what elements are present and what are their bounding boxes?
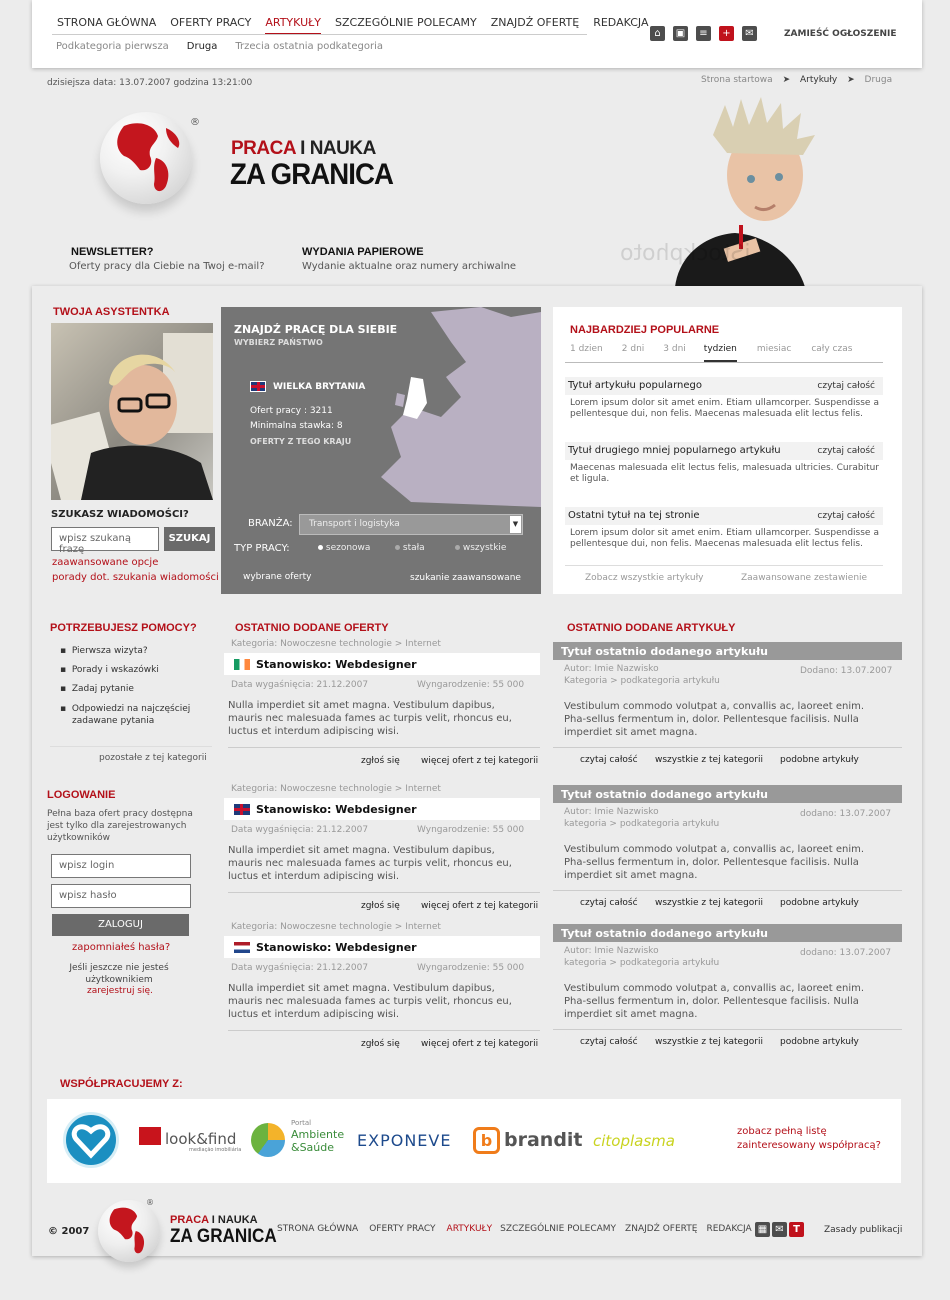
uk-flag-icon [250,381,266,392]
more-offers-link[interactable]: więcej ofert z tej kategorii [421,901,539,911]
radio-icon[interactable] [318,545,323,550]
breadcrumb [701,75,892,85]
mail-icon[interactable]: ✉ [772,1222,787,1237]
post-ad-link[interactable]: ZAMIEŚĆ OGŁOSZENIE [784,29,897,39]
offer-expiry: Data wygaśnięcia: 21.12.2007 [231,680,369,690]
article-divider [553,1029,902,1030]
advanced-options-link[interactable]: zaawansowane opcje [52,557,159,568]
type-all-label: wszystkie [462,543,507,553]
type-permanent-label: stała [402,543,425,553]
login-title: LOGOWANIE [47,789,116,801]
nav-offers[interactable]: OFERTY PRACY [170,16,252,29]
tab-week[interactable]: tydzien [704,344,737,362]
branch-value: Transport i logistyka [309,519,400,529]
footer-logo-line1 [170,1214,258,1226]
footer-nav-articles[interactable]: ARTYKUŁY [446,1224,493,1234]
offer-position[interactable]: Stanowisko: Webdesigner [256,803,417,816]
offers-title: OSTATNIO DODANE OFERTY [235,622,389,634]
finder-subtitle: WYBIERZ PAŃSTWO [234,338,323,347]
text-icon[interactable]: T [789,1222,804,1237]
paper-text: Wydanie aktualne oraz numery archiwalne [302,261,517,272]
ambiente-portal: Portal [291,1119,312,1127]
article-date: dodano: 13.07.2007 [800,809,892,819]
login-button[interactable]: ZALOGUJ [52,914,189,936]
mail-icon[interactable]: ✉ [742,26,757,41]
brandit-logo[interactable] [473,1127,583,1157]
tab-3-days[interactable]: 3 dni [663,344,686,354]
offer-divider [228,892,540,893]
read-more-link[interactable]: czytaj całość [580,1037,638,1047]
assistant-photo [51,323,213,500]
crumb-articles[interactable]: Artykuły [799,75,838,85]
house-icon [139,1127,161,1145]
offer-header [224,653,540,675]
partners-strip [47,1099,901,1183]
similar-articles-link[interactable]: podobne artykuły [780,755,859,765]
chevron-right-icon: ➤ [847,75,855,85]
logo-praca: PRACA [231,138,296,159]
offer-text: Nulla imperdiet sit amet magna. Vestibulum dapibus, mauris nec malesuada fames ac turpis velit, rhoncus eu, luctus et interdum adipiscing wisi. [228,845,512,882]
footer-logo-praca: PRACA [170,1214,209,1226]
top-nav-card [32,0,922,68]
popular-title: NAJBARDZIEJ POPULARNE [570,324,720,336]
read-more-link[interactable]: czytaj całość [817,381,875,391]
citoplasma-logo[interactable]: citoplasma [593,1132,675,1150]
heart-logo[interactable] [63,1112,119,1168]
read-more-link[interactable]: czytaj całość [817,446,875,456]
footer-icons [755,1222,812,1237]
main-nav [57,16,662,35]
subnav-second[interactable]: Druga [186,41,218,52]
more-offers-link[interactable]: więcej ofert z tej kategorii [421,756,539,766]
article-author: Autor: Imie Nazwisko [564,664,659,674]
watermark-text: iStockphoto [620,241,751,266]
login-text: Pełna baza ofert pracy dostępna jest tylko dla zarejestrowanych użytkowników [47,809,193,843]
brandit-b-icon: b [473,1127,500,1154]
globe-continents-icon [98,1200,160,1262]
help-item-label: Porady i wskazówki [71,665,159,675]
articles-title: OSTATNIO DODANE ARTYKUŁY [567,622,736,634]
type-label: TYP PRACY: [234,543,290,554]
footer-nav-offers[interactable]: OFERTY PRACY [369,1224,436,1234]
help-title: POTRZEBUJESZ POMOCY? [50,622,197,634]
lock-icon[interactable]: ▣ [673,26,688,41]
footer-logo-i-nauka: I NAUKA [211,1214,258,1226]
assistant-title: TWOJA ASYSTENTKA [53,306,170,318]
globe-continents-icon [100,112,192,204]
heart-icon [66,1115,116,1165]
offer-salary: Wyngarodzenie: 55 000 [417,680,525,690]
type-permanent[interactable] [395,543,425,553]
article-card [553,924,902,1054]
offer-card [224,637,540,772]
partners-list-link[interactable]: zobacz pełną listę [737,1126,827,1137]
lookfind-logo[interactable] [139,1127,242,1153]
ambiente-name: Ambiente [291,1128,345,1141]
similar-articles-link[interactable]: podobne artykuły [780,1037,859,1047]
offer-card [224,782,540,917]
nav-divider [52,34,587,35]
offer-divider [228,747,540,748]
offer-text: Nulla imperdiet sit amet magna. Vestibulum dapibus, mauris nec malesuada fames ac turpis velit, rhoncus eu, luctus et interdum adipiscing wisi. [228,983,512,1020]
offer-category: Kategoria: Nowoczesne technologie > Internet [231,922,441,932]
popular-item [565,507,883,550]
offer-salary: Wyngarodzenie: 55 000 [417,963,525,973]
article-divider [553,747,902,748]
brandit-name: brandit [504,1129,583,1151]
login-input[interactable]: wpisz login [51,854,191,878]
article-divider [553,890,902,891]
footer-logo-line2: ZA GRANICA [170,1226,277,1247]
popular-item-text: Lorem ipsum dolor sit amet enim. Etiam ullamcorper. Suspendisse a pellentesque dui, non felis. Maecenas malesuada elit lectus felis. [570,528,879,549]
ambiente-sub: &Saúde [291,1141,335,1154]
type-all[interactable] [455,543,506,553]
article-category: Kategoria > podkategoria artykułu [564,676,720,686]
footer-nav-editorial[interactable]: REDAKCJA [706,1224,752,1234]
crumb-current: Druga [864,75,893,85]
tab-all-time[interactable]: cały czas [811,344,853,354]
nav-recommended[interactable]: SZCZEGÓLNIE POLECAMY [335,16,477,29]
help-list [60,646,210,727]
logo-line2: ZA GRANICA [230,158,394,191]
article-author: Autor: Imie Nazwisko [564,807,659,817]
subnav-third[interactable]: Trzecia ostatnia podkategoria [235,41,383,52]
help-item[interactable]: ▪ Pierwsza wizyta? [60,646,148,656]
popular-tabs [570,344,852,354]
tabs-divider [565,362,883,363]
partnership-link[interactable]: zainteresowany współpracą? [737,1140,881,1151]
popular-item-title[interactable]: Tytuł artykułu popularnego [568,380,702,391]
article-card [553,642,902,772]
tab-2-days[interactable]: 2 dni [621,344,645,354]
calculator-icon[interactable]: ▦ [755,1222,770,1237]
popular-item [565,377,883,420]
article-text: Vestibulum commodo volutpat a, convallis ac, laoreet enim. Pha-sellus fermentum in, dolor. Pellentesque facilisis. Nulla imperdiet sit amet magna. [564,983,865,1020]
help-item-label: Pierwsza wizyta? [71,646,148,656]
similar-articles-link[interactable]: podobne artykuły [780,898,859,908]
sub-nav [56,41,383,52]
tab-1-day[interactable]: 1 dzien [570,344,603,354]
newsletter-title[interactable]: NEWSLETTER? [71,246,154,258]
footer-nav-recommended[interactable]: SZCZEGÓLNIE POLECAMY [500,1224,617,1234]
article-author: Autor: Imie Nazwisko [564,946,659,956]
article-text: Vestibulum commodo volutpat a, convallis ac, laoreet enim. Pha-sellus fermentum in, dolor. Pellentesque facilisis. Nulla imperdiet sit amet magna. [564,844,865,881]
country-offers: Ofert pracy : 3211 [250,406,333,416]
footer-nav [277,1224,752,1234]
crumb-home[interactable]: Strona startowa [701,75,773,85]
article-date: dodano: 13.07.2007 [800,948,892,958]
category-articles-link[interactable]: wszystkie z tej kategorii [655,755,763,765]
home-icon[interactable]: ⌂ [650,26,665,41]
help-item[interactable]: ▪ Odpowiedzi na najczęściej zadawane pytania [60,704,191,726]
advanced-search-link[interactable]: szukanie zaawansowane [410,573,521,583]
popular-panel [553,307,902,594]
ireland-flag-icon [234,659,250,670]
popular-item-text: Lorem ipsum dolor sit amet enim. Etiam ullamcorper. Suspendisse a pellentesque dui, non felis. Maecenas malesuada elit lectus felis. [570,398,879,419]
subnav-first[interactable]: Podkategoria pierwsza [56,41,169,52]
all-articles-link[interactable]: Zobacz wszystkie artykuły [585,573,704,583]
offer-header [224,936,540,958]
offer-expiry: Data wygaśnięcia: 21.12.2007 [231,963,369,973]
type-seasonal[interactable] [318,543,370,553]
nav-articles[interactable]: ARTYKUŁY [265,16,321,35]
plus-icon[interactable]: + [719,26,734,41]
offer-position[interactable]: Stanowisko: Webdesigner [256,658,417,671]
tool-icons [650,26,765,41]
newsletter-text: Oferty pracy dla Ciebie na Twoj e-mail? [69,261,265,272]
header-photo [615,95,845,287]
offer-header [224,798,540,820]
registered-mark: ® [190,117,200,128]
lookfind-name: look&find [165,1130,237,1148]
article-category: kategoria > podkategoria artykułu [564,958,720,968]
print-icon[interactable]: ≡ [696,26,711,41]
finder-title: ZNAJDŹ PRACĘ DLA SIEBIE [234,323,398,336]
popular-item [565,442,883,485]
article-text: Vestibulum commodo volutpat a, convallis ac, laoreet enim. Pha-sellus fermentum in, dolor. Pellentesque facilisis. Nulla imperdiet sit amet magna. [564,701,865,738]
logo-line1 [231,138,376,160]
help-item-label: Zadaj pytanie [71,684,134,694]
offer-category: Kategoria: Nowoczesne technologie > Internet [231,784,441,794]
apply-link[interactable]: zgłoś się [361,756,400,766]
logo-i-nauka: I NAUKA [300,138,376,159]
chevron-right-icon: ➤ [782,75,791,85]
copyright: © 2007 [48,1226,90,1237]
help-divider [50,746,212,747]
article-category: kategoria > podkategoria artykułu [564,819,720,829]
forgot-password-link[interactable]: zapomniałeś hasła? [72,942,171,953]
country-offers-link[interactable]: OFERTY Z TEGO KRAJU [250,437,352,446]
paper-title[interactable]: WYDANIA PAPIEROWE [302,246,424,258]
footer-registered-mark: ® [146,1198,154,1207]
netherlands-flag-icon [234,942,250,953]
footer-globe-logo [98,1200,160,1262]
help-more-link[interactable]: pozostałe z tej kategorii [99,753,207,763]
article-title[interactable]: Tytuł ostatnio dodanego artykułu [553,924,902,942]
offer-card [224,920,540,1055]
register-link[interactable]: zarejestruj się. [87,986,153,996]
job-finder [221,307,541,594]
search-tips-link[interactable]: porady dot. szukania wiadomości [52,572,219,583]
read-more-link[interactable]: czytaj całość [580,755,638,765]
chevron-down-icon[interactable]: ▼ [510,516,521,533]
category-articles-link[interactable]: wszystkie z tej kategorii [655,1037,763,1047]
search-button[interactable]: SZUKAJ [164,527,215,551]
advanced-listing-link[interactable]: Zaawansowane zestawienie [741,573,868,583]
globe-logo [100,112,192,204]
radio-icon[interactable] [395,545,400,550]
uk-flag-icon [234,804,250,815]
popular-item-title[interactable]: Ostatni tytuł na tej stronie [568,510,700,521]
popular-item-title[interactable]: Tytuł drugiego mniej popularnego artykułu [568,445,781,456]
offer-expiry: Data wygaśnięcia: 21.12.2007 [231,825,369,835]
type-seasonal-label: sezonowa [325,543,371,553]
selected-offers-link[interactable]: wybrane oferty [243,572,312,582]
branch-label: BRANŻA: [248,518,293,529]
country-name: WIELKA BRYTANIA [273,382,366,392]
password-input[interactable]: wpisz hasło [51,884,191,908]
europe-map[interactable] [371,307,541,507]
lookfind-sub: mediação imobiliária [189,1147,242,1153]
more-offers-link[interactable]: więcej ofert z tej kategorii [421,1039,539,1049]
offer-text: Nulla imperdiet sit amet magna. Vestibulum dapibus, mauris nec malesuada fames ac turpis velit, rhoncus eu, luctus et interdum adipiscing wisi. [228,700,512,737]
popular-item-text: Maecenas malesuada elit lectus felis, malesuada ultricies. Curabitur et ligula. [570,463,879,484]
footer-nav-find[interactable]: ZNAJDŹ OFERTĘ [625,1224,698,1234]
search-input[interactable]: wpisz szukaną frazę [51,527,159,551]
article-date: Dodano: 13.07.2007 [800,666,893,676]
exponeve-logo[interactable]: EXPONEVE [357,1131,452,1150]
apply-link[interactable]: zgłoś się [361,901,400,911]
article-title[interactable]: Tytuł ostatnio dodanego artykułu [553,785,902,803]
assistant-image [51,323,213,500]
ambiente-circle-icon [251,1123,285,1157]
footer-nav-home[interactable]: STRONA GŁÓWNA [277,1224,359,1234]
article-title[interactable]: Tytuł ostatnio dodanego artykułu [553,642,902,660]
nav-find[interactable]: ZNAJDŹ OFERTĘ [490,16,580,29]
offer-position[interactable]: Stanowisko: Webdesigner [256,941,417,954]
search-question: SZUKASZ WIADOMOŚCI? [51,509,189,520]
branch-select[interactable] [299,514,523,535]
tab-month[interactable]: miesiac [756,344,792,354]
offer-divider [228,1030,540,1031]
nav-editorial[interactable]: REDAKCJA [593,16,649,29]
category-articles-link[interactable]: wszystkie z tej kategorii [655,898,763,908]
current-date: dzisiejsza data: 13.07.2007 godzina 13:21:00 [47,78,253,88]
apply-link[interactable]: zgłoś się [361,1039,400,1049]
help-item[interactable]: ▪ Zadaj pytanie [60,684,134,694]
nav-home[interactable]: STRONA GŁÓWNA [57,16,157,29]
offer-salary: Wyngarodzenie: 55 000 [417,825,525,835]
popular-footer-divider [565,565,883,566]
country-rate: Minimalna stawka: 8 [250,421,343,431]
publication-rules-link[interactable]: Zasady publikacji [824,1225,903,1235]
offer-category: Kategoria: Nowoczesne technologie > Internet [231,639,441,649]
article-card [553,785,902,915]
read-more-link[interactable]: czytaj całość [580,898,638,908]
ambiente-logo[interactable] [251,1119,351,1163]
not-user-text: Jeśli jeszcze nie jesteś użytkownikiem [69,963,169,985]
help-item[interactable]: ▪ Porady i wskazówki [60,665,159,675]
partners-title: WSPÓŁPRACUJEMY Z: [60,1078,183,1090]
radio-icon[interactable] [455,545,460,550]
read-more-link[interactable]: czytaj całość [817,511,875,521]
help-item-label: Odpowiedzi na najczęściej zadawane pytania [71,704,191,726]
